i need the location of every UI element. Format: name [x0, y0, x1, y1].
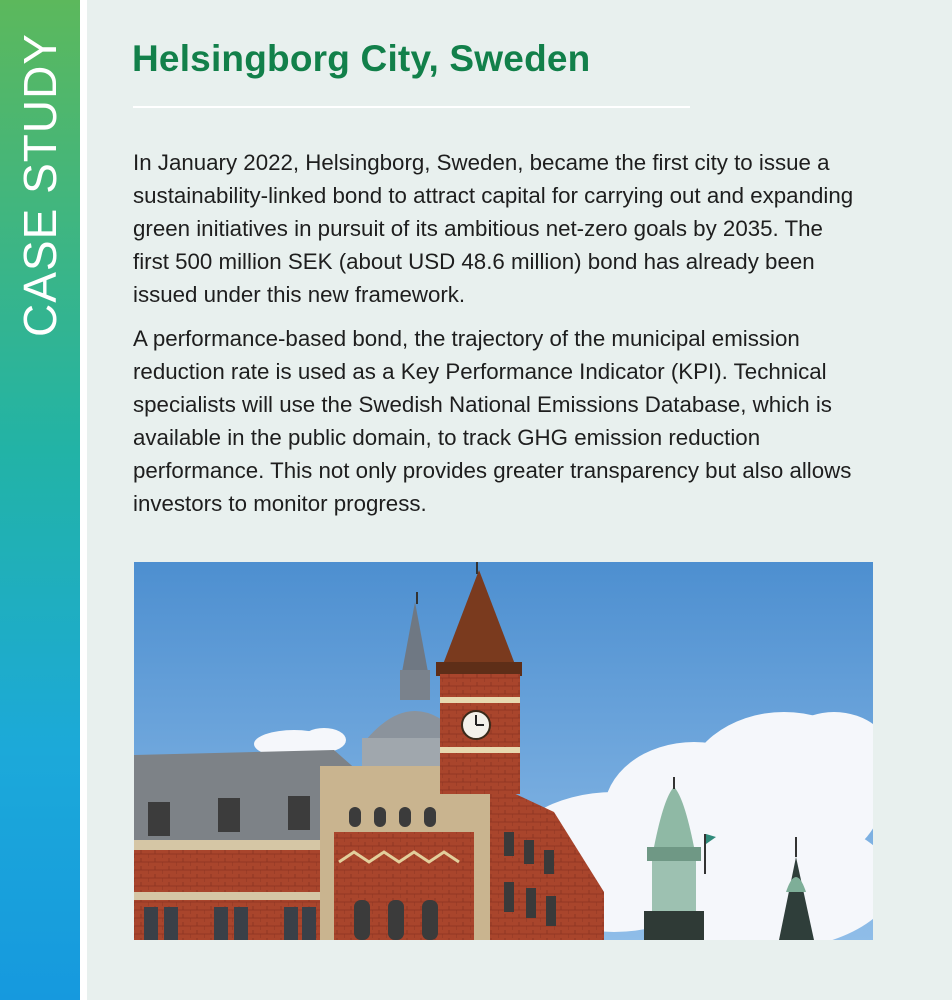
- page-title: Helsingborg City, Sweden: [132, 38, 591, 79]
- helsingborg-city-hall-photo: [134, 562, 873, 940]
- sidebar-gap: [80, 0, 87, 1000]
- paragraph-1: In January 2022, Helsingborg, Sweden, became the first city to issue a sustainability-linked bond to attract capital for carrying out and expanding green initiatives in pursuit of its ambitious net-zero goals by 2035. The first 500 million SEK (about USD 48.6 million) bond has already been issued under this new framework.: [133, 150, 854, 307]
- title-divider: [133, 106, 690, 108]
- case-study-sidebar: [0, 0, 80, 1000]
- body-text: [133, 146, 865, 531]
- paragraph-2: A performance-based bond, the trajectory of the municipal emission reduction rate is used as a Key Performance Indicator (KPI). Technical specialists will use the Swedish National Emissions Database, which is available in the public domain, to track GHG emission reduction performance. This not only provides greater transparency but also allows investors to monitor progress.: [133, 326, 852, 516]
- case-study-label: CASE STUDY: [14, 33, 66, 337]
